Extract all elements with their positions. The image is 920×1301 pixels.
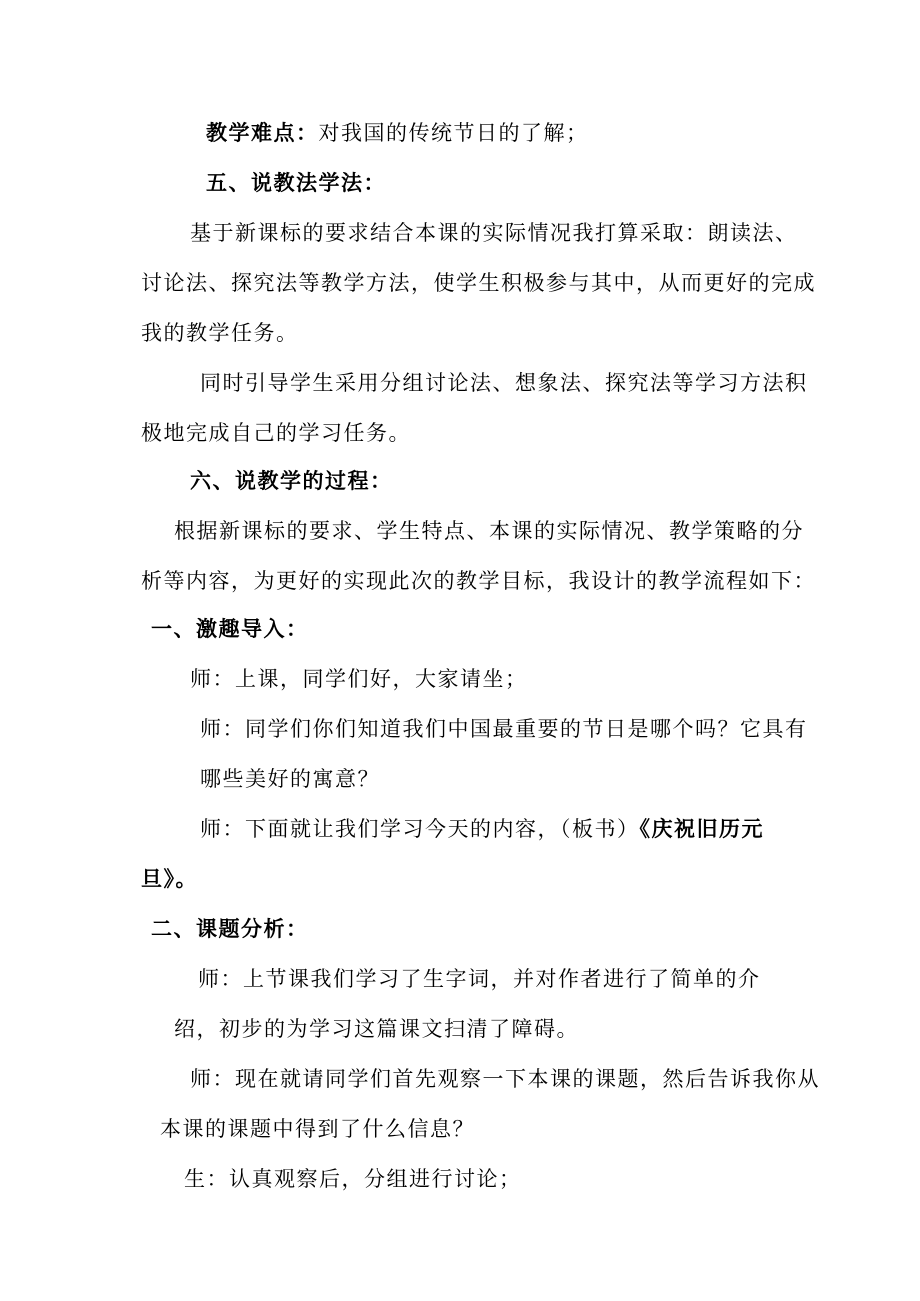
step-2-line-4: 本课的课题中得到了什么信息？ bbox=[160, 1117, 475, 1141]
teaching-difficulty-text: 对我国的传统节日的了解； bbox=[318, 121, 589, 145]
step-2-line-1: 师：上节课我们学习了生字词，并对作者进行了简单的介 bbox=[198, 967, 761, 991]
teaching-difficulty-label: 教学难点： bbox=[206, 120, 319, 145]
lesson-title-end: 旦》。 bbox=[141, 866, 198, 891]
step-1-line-2: 师：同学们你们知道我们中国最重要的节日是哪个吗？它具有 bbox=[200, 717, 808, 741]
section-5-paragraph-2-line-2: 极地完成自己的学习任务。 bbox=[141, 421, 411, 445]
step-2-line-3: 师：现在就请同学们首先观察一下本课的课题，然后告诉我你从 bbox=[190, 1067, 820, 1091]
step-2-line-5: 生：认真观察后，分组进行讨论； bbox=[184, 1167, 522, 1191]
step-1-line-4-text: 师：下面就让我们学习今天的内容，（板书） bbox=[200, 817, 640, 841]
section-5-paragraph-1-line-2: 讨论法、探究法等教学方法，使学生积极参与其中，从而更好的完成 bbox=[141, 271, 816, 295]
section-6-paragraph-line-1: 根据新课标的要求、学生特点、本课的实际情况、教学策略的分 bbox=[174, 519, 804, 543]
step-1-line-3: 哪些美好的寓意？ bbox=[200, 767, 380, 791]
section-5-paragraph-1-line-1: 基于新课标的要求结合本课的实际情况我打算采取：朗读法、 bbox=[190, 221, 798, 245]
step-2-line-2: 绍，初步的为学习这篇课文扫清了障碍。 bbox=[174, 1017, 579, 1041]
section-5-heading: 五、说教法学法： bbox=[206, 170, 386, 195]
section-5-paragraph-2-line-1: 同时引导学生采用分组讨论法、想象法、探究法等学习方法积 bbox=[200, 371, 808, 395]
step-1-line-4 bbox=[200, 814, 764, 844]
lesson-title-start: 《庆祝旧历元 bbox=[639, 816, 764, 841]
step-1-heading: 一、激趣导入： bbox=[151, 616, 309, 641]
section-6-paragraph-line-2: 析等内容，为更好的实现此次的教学目标，我设计的教学流程如下： bbox=[141, 569, 816, 593]
section-6-heading: 六、说教学的过程： bbox=[190, 468, 393, 493]
step-1-line-1: 师：上课，同学们好，大家请坐； bbox=[190, 667, 528, 691]
step-2-heading: 二、课题分析： bbox=[151, 916, 309, 941]
teaching-difficulty-line bbox=[206, 118, 589, 148]
section-5-paragraph-1-line-3: 我的教学任务。 bbox=[141, 321, 299, 345]
